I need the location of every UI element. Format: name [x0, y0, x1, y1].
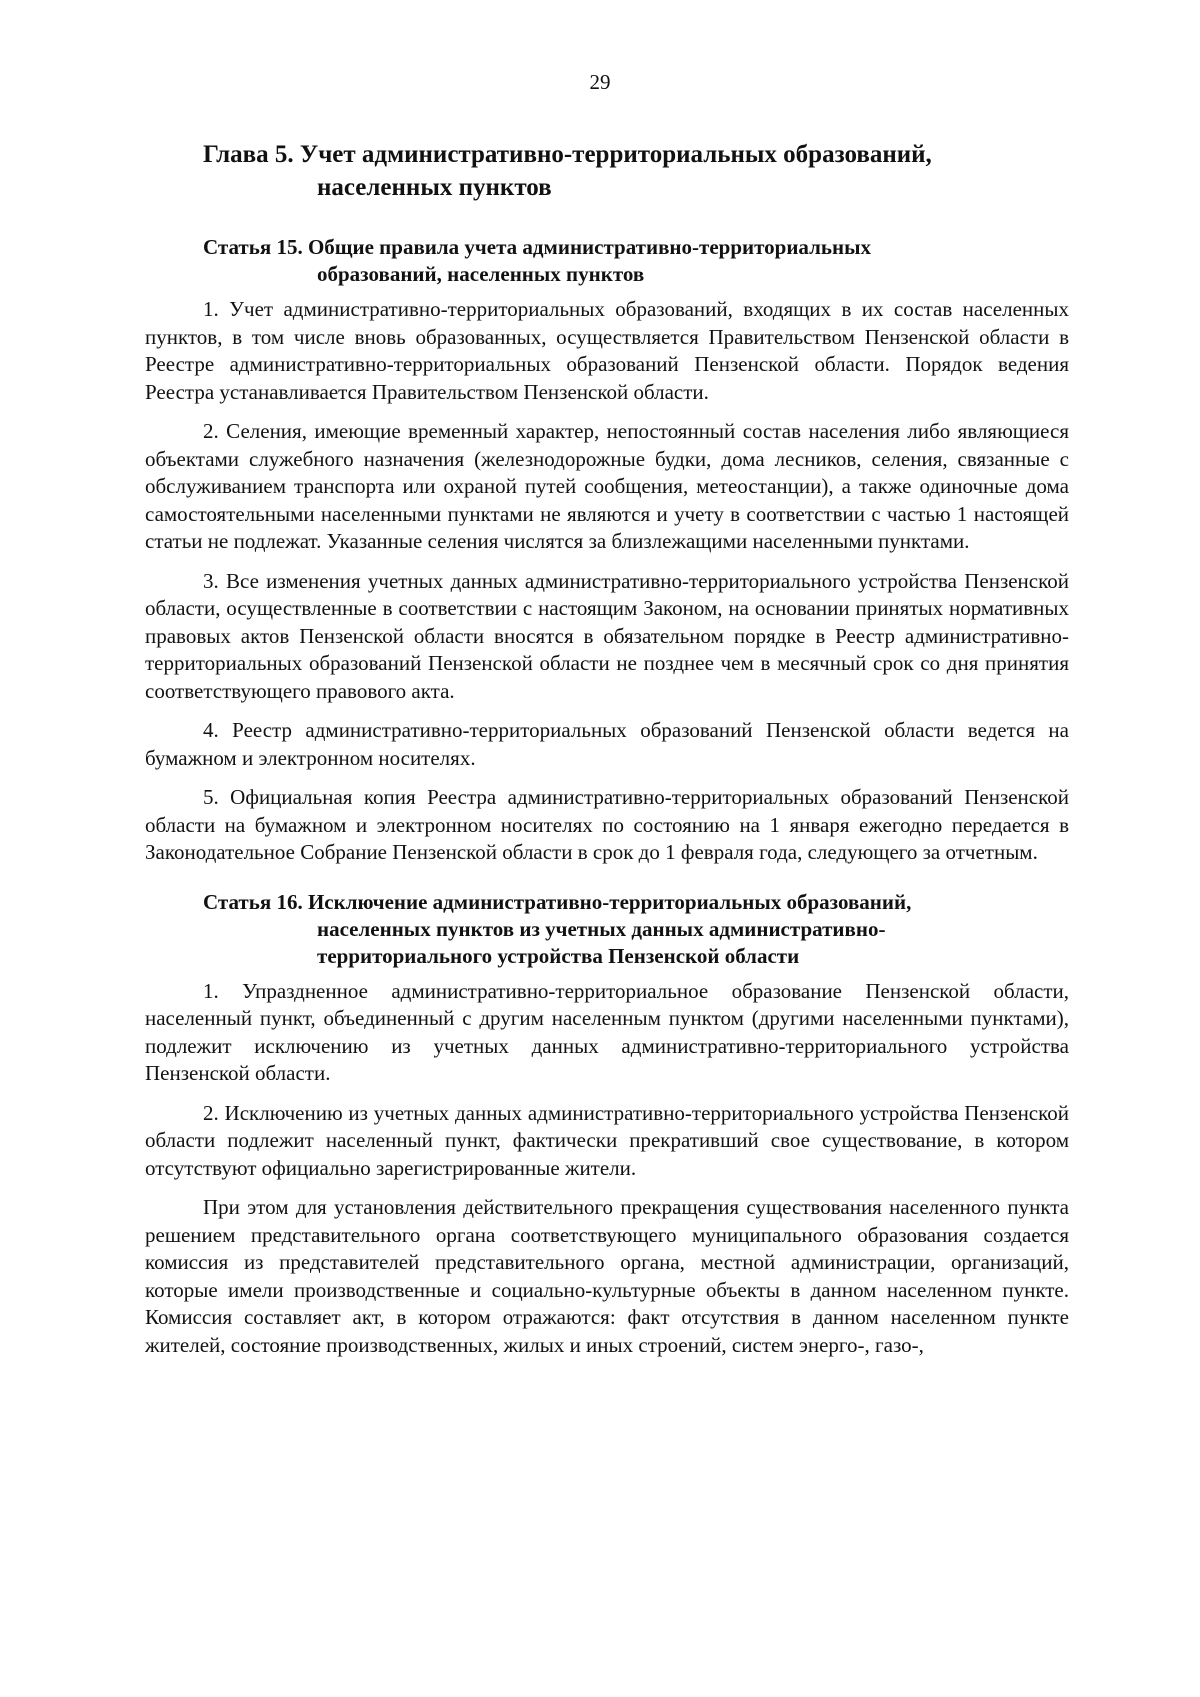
- article-16-title-line-2: населенных пунктов из учетных данных административно-: [317, 916, 886, 941]
- article-16-paragraph-3: При этом для установления действительного прекращения существования населенного пункта решением представительного органа соответствующего муниципального образования создается комиссия из представителей представительного органа, местной администрации, организаций, которые имели производственные и социально-культурные объекты в данном населенном пункте. Комиссия составляет акт, в котором отражаются: факт отсутствия в данном населенном пункте жителей, состояние производственных, жилых и иных строений, систем энерго-, газо-,: [145, 1195, 1069, 1357]
- article-15-paragraph-4: 4. Реестр административно-территориальных образований Пензенской области ведется на бумажном и электронном носителях.: [145, 718, 1069, 770]
- chapter-title-line-2: населенных пунктов: [317, 174, 552, 201]
- article-15-paragraph-3: 3. Все изменения учетных данных административно-территориального устройства Пензенской области, осуществленные в соответствии с настоящим Законом, на основании принятых нормативных правовых актов Пензенской области вносятся в обязательном порядке в Реестр административно-территориальных образований Пензенской области не позднее чем в месячный срок со дня принятия соответствующего правового акта.: [145, 568, 1069, 703]
- article-15-title-line-2: образований, населенных пунктов: [317, 262, 645, 286]
- chapter-title: [145, 138, 1069, 204]
- article-15-paragraph-1: 1. Учет административно-территориальных образований, входящих в их состав населенных пунктов, в том числе вновь образованных, осуществляется Правительством Пензенской области в Реестре административно-территориальных образований Пензенской области. Порядок ведения Реестра устанавливается Правительством Пензенской области.: [145, 297, 1069, 404]
- document-body: [145, 138, 1069, 1371]
- article-15-paragraph-2: 2. Селения, имеющие временный характер, непостоянный состав населения либо являющиеся объектами служебного назначения (железнодорожные будки, дома лесников, селения, связанные с обслуживанием транспорта или охраной путей сообщения, метеостанции), а также одиночные дома самостоятельными населенными пунктами не являются и учету в соответствии с частью 1 настоящей статьи не подлежат. Указанные селения числятся за близлежащими населенными пунктами.: [145, 419, 1069, 553]
- article-16-paragraph-2: 2. Исключению из учетных данных административно-территориального устройства Пензенской области подлежит населенный пункт, фактически прекративший свое существование, в котором отсутствуют официально зарегистрированные жители.: [145, 1100, 1069, 1180]
- article-16-paragraph-1: 1. Упраздненное административно-территориальное образование Пензенской области, населенный пункт, объединенный с другим населенным пунктом (другими населенными пунктами), подлежит исключению из учетных данных административно-территориального устройства Пензенской области.: [145, 978, 1069, 1085]
- article-16-title-line-3: территориального устройства Пензенской области: [317, 943, 800, 968]
- article-15-paragraph-5: 5. Официальная копия Реестра административно-территориальных образований Пензенской области на бумажном и электронном носителях по состоянию на 1 января ежегодно передается в Законодательное Собрание Пензенской области в срок до 1 февраля года, следующего за отчетным.: [145, 785, 1069, 864]
- page-number: 29: [589, 70, 611, 94]
- article-15-title: [145, 234, 1069, 288]
- chapter-title-line-1: Глава 5. Учет административно-территориальных образований,: [203, 141, 932, 168]
- article-15-title-line-1: Статья 15. Общие правила учета административно-территориальных: [203, 235, 872, 259]
- article-16-title: [145, 889, 1069, 970]
- article-16-title-line-1: Статья 16. Исключение административно-территориальных образований,: [203, 889, 912, 914]
